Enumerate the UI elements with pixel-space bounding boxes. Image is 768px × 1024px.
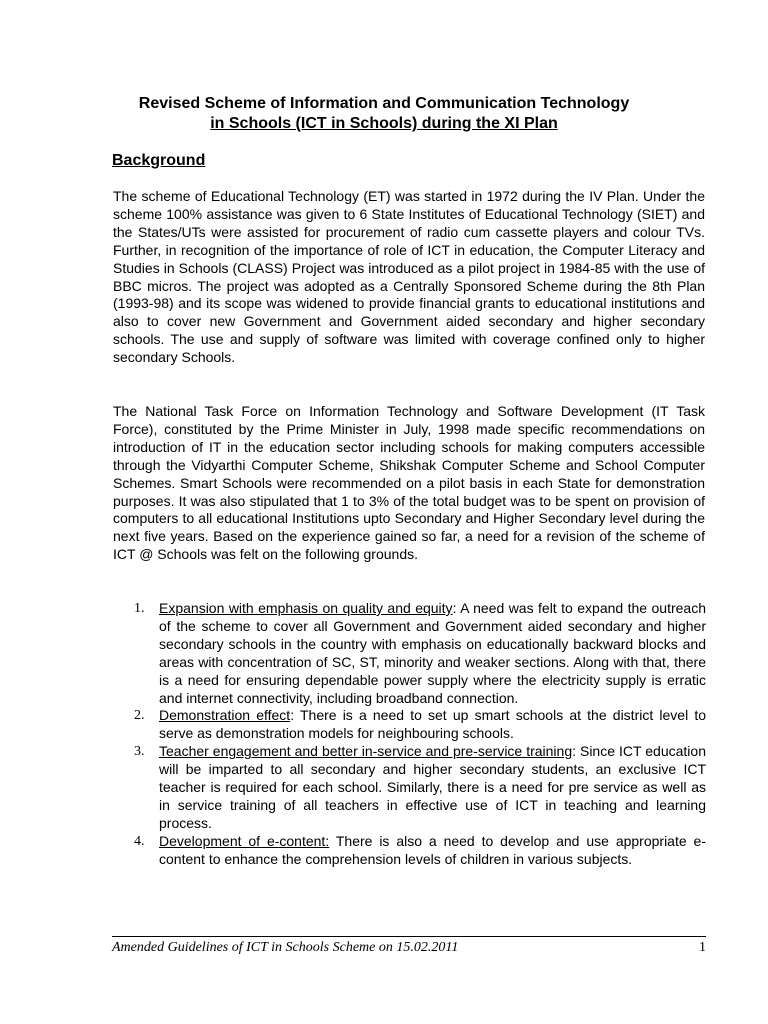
list-item [134,600,706,707]
list-item [134,743,706,833]
title-line-1: Revised Scheme of Information and Communication Technology [138,95,630,112]
page-number: 1 [699,940,706,955]
list-item-heading: Development of e-content: [159,832,330,849]
list-item-text: There is also a need to develop and use appropriate e-content to enhance the comprehension levels of children in various subjects. [159,832,706,867]
list-item [134,832,706,869]
paragraph-2: The National Task Force on Information Technology and Software Development (IT Task Force), constituted by the Prime Minister in July, 1998 made specific recommendations on introduction of IT in the education sector including schools for making computers accessible through the Vidyarthi Computer Scheme, Shikshak Computer Scheme and School Computer Schemes. Smart Schools were recommended on a pilot basis in each State for demonstration purposes. It was also stipulated that 1 to 3% of the total budget was to be spent on provision of computers to all educational Institutions upto Secondary and Higher Secondary level during the next five years. Based on the experience gained so far, a need for a revision of the scheme of ICT @ Schools was felt on the following grounds. [113,403,705,563]
list-item-heading: Demonstration effect [159,707,291,724]
list-item-number: 4. [134,833,145,849]
list-item-separator: : [290,707,295,724]
grounds-list [134,600,707,869]
list-item-heading: Expansion with emphasis on quality and equity [159,600,453,616]
list-item [134,707,707,743]
list-item-number: 2. [134,708,145,724]
document-title [0,94,768,134]
paragraph-1: The scheme of Educational Technology (ET) was started in 1972 during the IV Plan. Under the scheme 100% assistance was given to 6 State Institutes of Educational Technology (SIET) and the States/UTs were assisted for procurement of radio cum cassette players and colour TVs. Further, in recognition of the importance of role of ICT in education, the Computer Literacy and Studies in Schools (CLASS) Project was introduced as a pilot project in 1984-85 with the use of BBC micros. The project was adopted as a Centrally Sponsored Scheme during the 8th Plan (1993-98) and its scope was widened to provide financial grants to educational institutions and also to cover new Government and Government aided secondary and higher secondary schools. The use and supply of software was limited with coverage confined only to higher secondary Schools. [113,188,705,366]
footer-text: Amended Guidelines of ICT in Schools Scheme on 15.02.2011 [112,940,459,955]
list-item-heading: Teacher engagement and better in-service and pre-service training [159,743,573,760]
list-item-text: A need was felt to expand the outreach of the scheme to cover all Government and Government aided secondary and higher secondary schools in the country with emphasis on educationally backward blocks and areas with concentration of SC, ST, minority and weaker sections. Along with that, there is a need for ensuring dependable power supply where the electricity supply is erratic and internet connectivity, including broadband connection. [159,600,706,706]
title-line-2: in Schools (ICT in Schools) during the XI Plan [210,115,558,132]
list-item-text: Since ICT education will be imparted to all secondary and higher secondary students, an exclusive ICT teacher is required for each school. Similarly, there is a need for pre service as well as in service training of all teachers in effective use of ICT in teaching and learning process. [159,743,706,831]
section-heading-background: Background [112,152,206,169]
footer-divider [112,936,706,937]
list-item-separator: : [452,600,457,616]
list-item-text: There is a need to set up smart schools at the district level to serve as demonstration models for neighbouring schools. [159,707,707,742]
list-item-number: 1. [134,601,145,616]
list-item-separator: : [572,743,576,760]
list-item-number: 3. [134,744,145,760]
